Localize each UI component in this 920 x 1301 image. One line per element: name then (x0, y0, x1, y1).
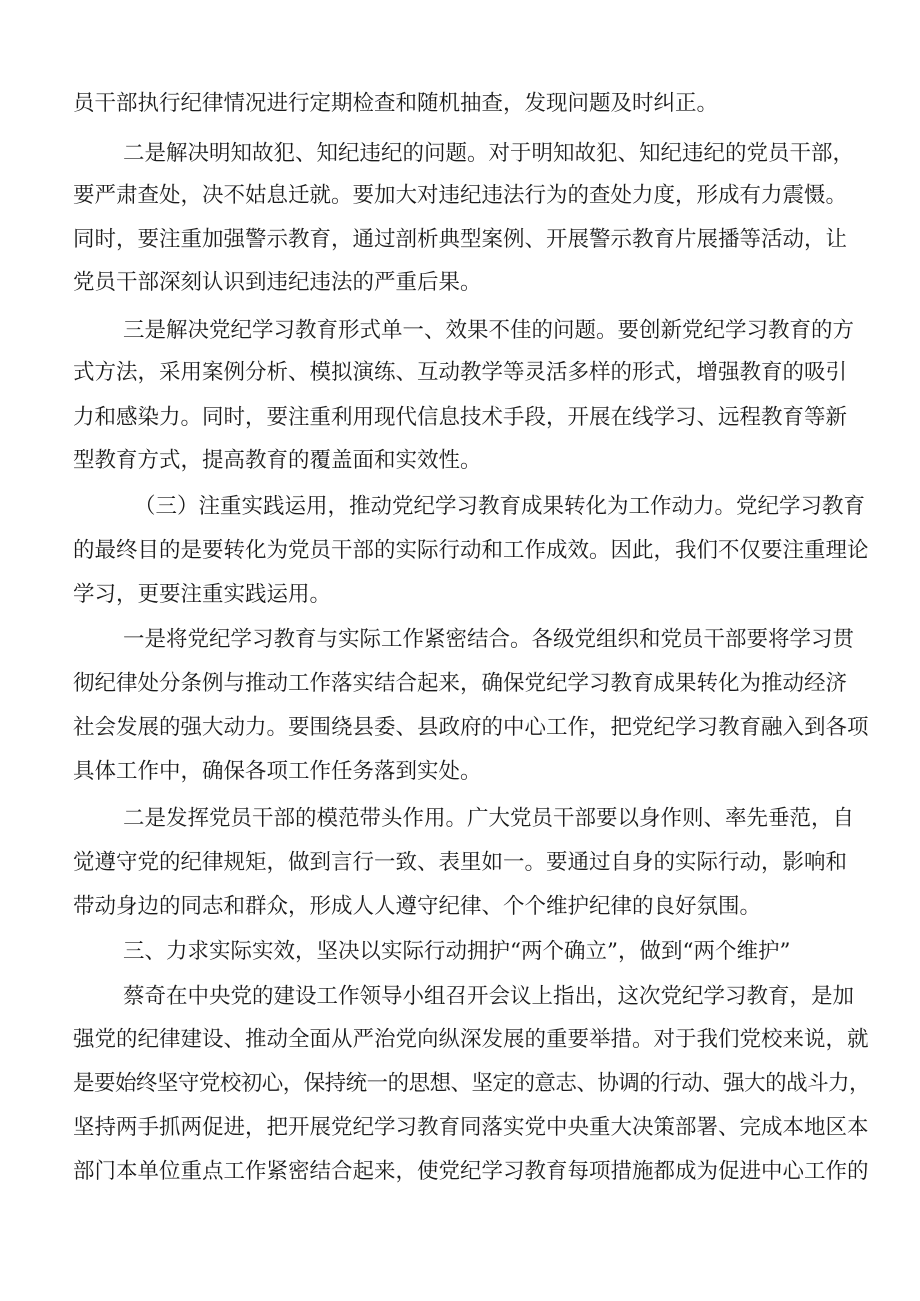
paragraph-line: 力和感染力。同时，要注重利用现代信息技术手段，开展在线学习、远程教育等新 (73, 405, 848, 430)
paragraph-line: 一是将党纪学习教育与实际工作紧密结合。各级党组织和党员干部要将学习贯 (123, 627, 855, 652)
paragraph-line: 二是发挥党员干部的模范带头作用。广大党员干部要以身作则、率先垂范，自 (123, 806, 855, 831)
paragraph-line: 三是解决党纪学习教育形式单一、效果不佳的问题。要创新党纪学习教育的方 (123, 318, 855, 343)
paragraph-line: 二是解决明知故犯、知纪违纪的问题。对于明知故犯、知纪违纪的党员干部， (123, 141, 855, 166)
paragraph-line: 学习，更要注重实践运用。 (73, 582, 332, 607)
paragraph-line: 社会发展的强大动力。要围绕县委、县政府的中心工作，把党纪学习教育融入到各项 (73, 715, 869, 740)
paragraph-line: 的最终目的是要转化为党员干部的实际行动和工作成效。因此，我们不仅要注重理论 (73, 538, 869, 563)
paragraph-line: 型教育方式，提高教育的覆盖面和实效性。 (73, 448, 482, 473)
paragraph-line: 具体工作中，确保各项工作任务落到实处。 (73, 759, 482, 784)
section-heading: 三、力求实际实效，坚决以实际行动拥护“两个确立”，做到“两个维护” (123, 939, 791, 964)
paragraph-line: 蔡奇在中央党的建设工作领导小组召开会议上指出，这次党纪学习教育，是加 (123, 984, 855, 1009)
paragraph-line: 要严肃查处，决不姑息迁就。要加大对违纪违法行为的查处力度，形成有力震慑。 (73, 183, 848, 208)
paragraph-line: 党员干部深刻认识到违纪违法的严重后果。 (73, 270, 482, 295)
paragraph-line: 强党的纪律建设、推动全面从严治党向纵深发展的重要举措。对于我们党校来说，就 (73, 1027, 869, 1052)
paragraph-line: 带动身边的同志和群众，形成人人遵守纪律、个个维护纪律的良好氛围。 (73, 894, 762, 919)
paragraph-line: 员干部执行纪律情况进行定期检查和随机抽查，发现问题及时纠正。 (73, 91, 719, 116)
paragraph-line: 是要始终坚守党校初心，保持统一的思想、坚定的意志、协调的行动、强大的战斗力， (73, 1071, 870, 1096)
paragraph-line: 彻纪律处分条例与推动工作落实结合起来，确保党纪学习教育成果转化为推动经济 (73, 671, 848, 696)
section-heading: （三）注重实践运用，推动党纪学习教育成果转化为工作动力。党纪学习教育 (134, 494, 866, 519)
paragraph-line: 部门本单位重点工作紧密结合起来，使党纪学习教育每项措施都成为促进中心工作的 (73, 1159, 869, 1184)
paragraph-line: 同时，要注重加强警示教育，通过剖析典型案例、开展警示教育片展播等活动，让 (73, 227, 848, 252)
paragraph-line: 坚持两手抓两促进，把开展党纪学习教育同落实党中央重大决策部署、完成本地区本 (73, 1115, 869, 1140)
paragraph-line: 式方法，采用案例分析、模拟演练、互动教学等灵活多样的形式，增强教育的吸引 (73, 360, 848, 385)
paragraph-line: 觉遵守党的纪律规矩，做到言行一致、表里如一。要通过自身的实际行动，影响和 (73, 850, 848, 875)
